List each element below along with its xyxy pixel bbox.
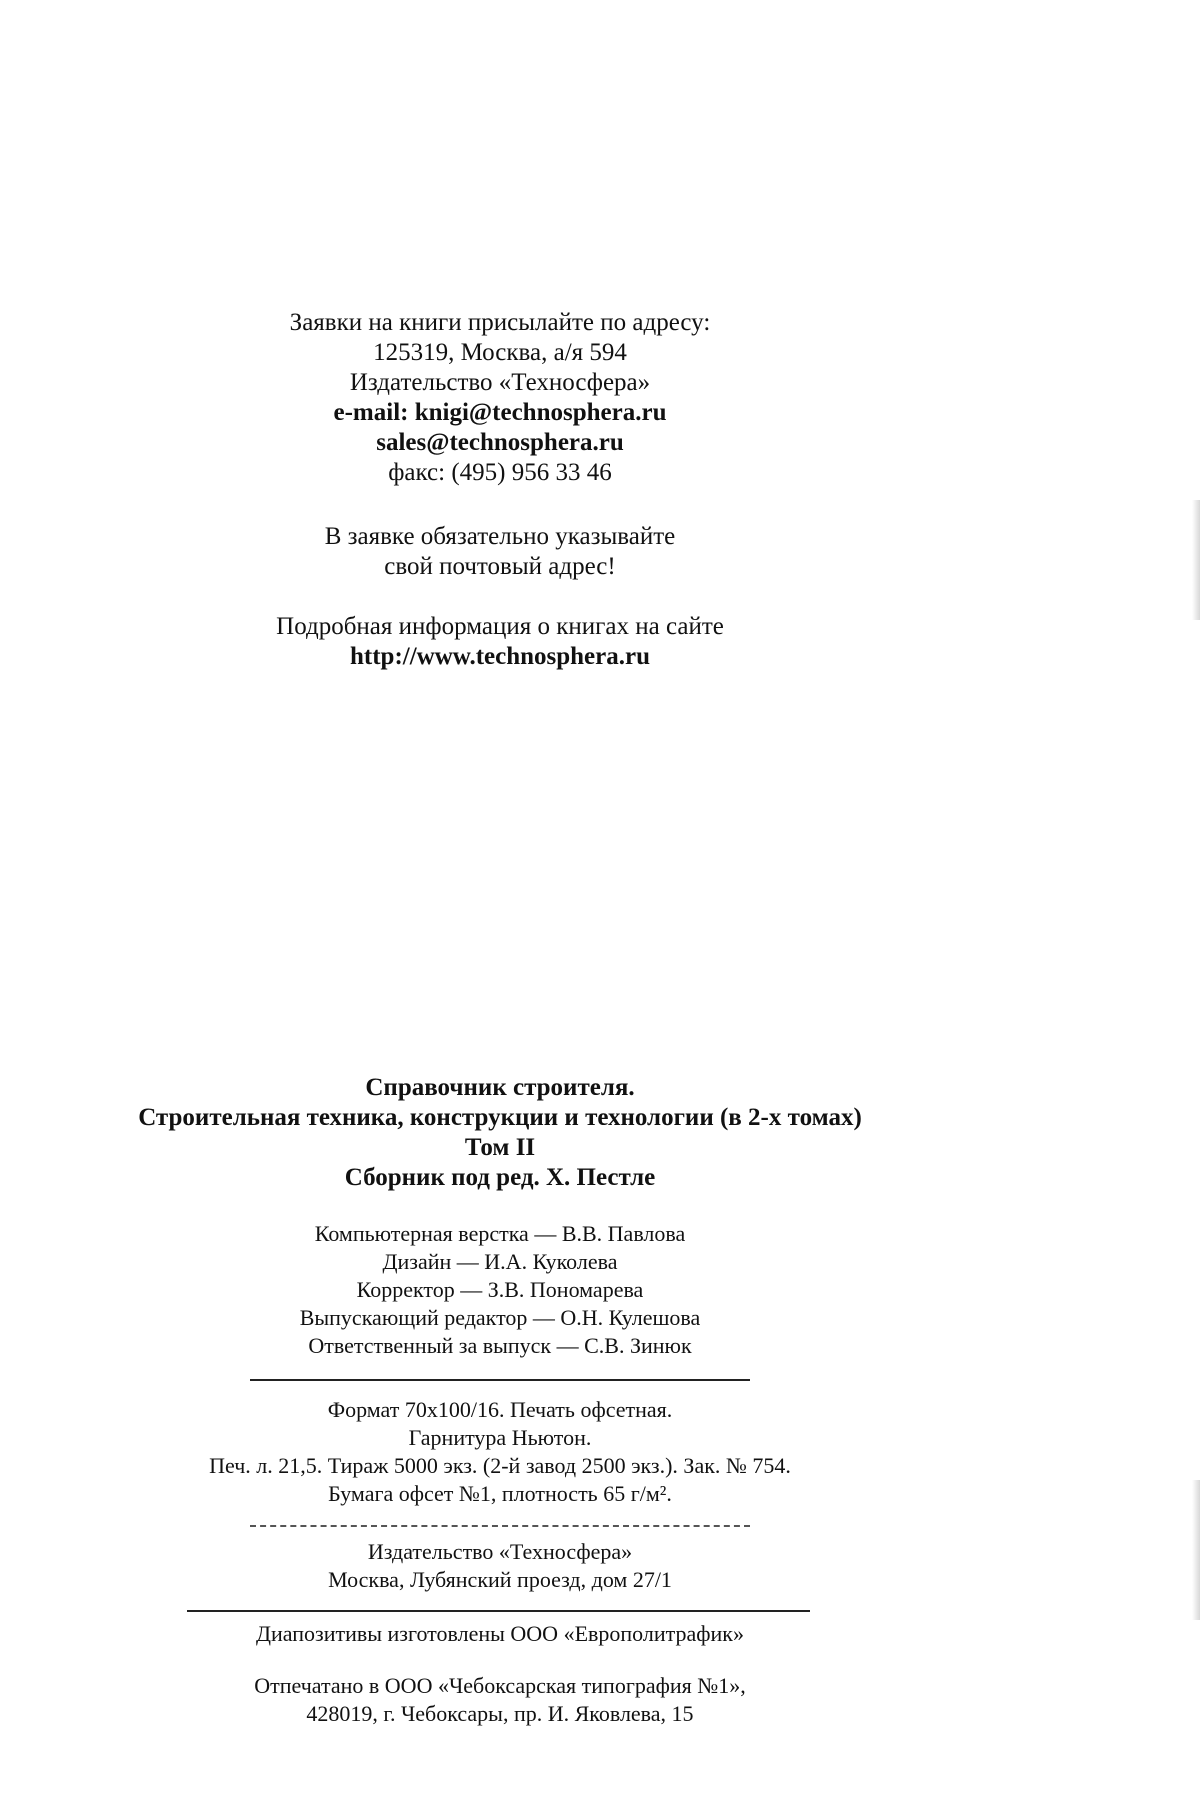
info-url: http://www.technosphera.ru [349, 643, 650, 670]
orders-line: Заявки на книги присылайте по адресу: [289, 309, 711, 336]
spec-format: Формат 70x100/16. Печать офсетная. [327, 1397, 673, 1422]
book-subtitle: Строительная техника, конструкции и технологии (в 2-х томах) [138, 1104, 862, 1131]
credit-proofreader: Корректор — З.В. Пономарева [356, 1277, 644, 1302]
divider-3 [187, 1610, 810, 1612]
slides-block [0, 1620, 1000, 1648]
credits-block [0, 1220, 1000, 1360]
notice-block [0, 522, 1000, 582]
publisher-address: Москва, Лубянский проезд, дом 27/1 [328, 1567, 672, 1592]
orders-publisher: Издательство «Техносфера» [349, 369, 651, 396]
notice-line-2: свой почтовый адрес! [384, 553, 616, 580]
spec-paper: Бумага офсет №1, плотность 65 г/м². [328, 1481, 672, 1506]
credit-responsible: Ответственный за выпуск — С.В. Зинюк [308, 1333, 692, 1358]
scan-edge-shadow [1192, 1480, 1200, 1620]
spec-circulation: Печ. л. 21,5. Тираж 5000 экз. (2-й завод 2500 экз.). Зак. № 754. [209, 1453, 791, 1478]
credit-layout: Компьютерная верстка — В.В. Павлова [314, 1221, 686, 1246]
slides-line: Диапозитивы изготовлены ООО «Европолитрафик» [255, 1621, 744, 1646]
orders-sales-email: sales@technosphera.ru [376, 429, 624, 456]
book-title: Справочник строителя. [365, 1074, 635, 1101]
divider-2 [250, 1525, 750, 1527]
book-editor: Сборник под ред. X. Пестле [344, 1164, 656, 1191]
orders-email: e-mail: knigi@technosphera.ru [333, 399, 667, 426]
printed-line-2: 428019, г. Чебоксары, пр. И. Яковлева, 15 [306, 1701, 694, 1726]
book-block [0, 1073, 1000, 1193]
printed-block [0, 1672, 1000, 1728]
spec-typeface: Гарнитура Ньютон. [408, 1425, 592, 1450]
book-volume: Том II [464, 1134, 536, 1161]
orders-address: 125319, Москва, а/я 594 [373, 339, 627, 366]
divider-1 [250, 1379, 750, 1381]
orders-block [0, 308, 1000, 488]
publisher-name: Издательство «Техносфера» [367, 1539, 633, 1564]
printed-line-1: Отпечатано в ООО «Чебоксарская типография №1», [254, 1673, 746, 1698]
info-block [0, 612, 1000, 672]
orders-fax: факс: (495) 956 33 46 [388, 459, 612, 486]
info-line: Подробная информация о книгах на сайте [276, 613, 724, 640]
credit-design: Дизайн — И.А. Куколева [382, 1249, 618, 1274]
notice-line-1: В заявке обязательно указывайте [324, 523, 676, 550]
scan-edge-shadow [1192, 500, 1200, 620]
credit-editor: Выпускающий редактор — О.Н. Кулешова [299, 1305, 701, 1330]
publisher-block [0, 1538, 1000, 1594]
print-specs-block [0, 1396, 1000, 1508]
